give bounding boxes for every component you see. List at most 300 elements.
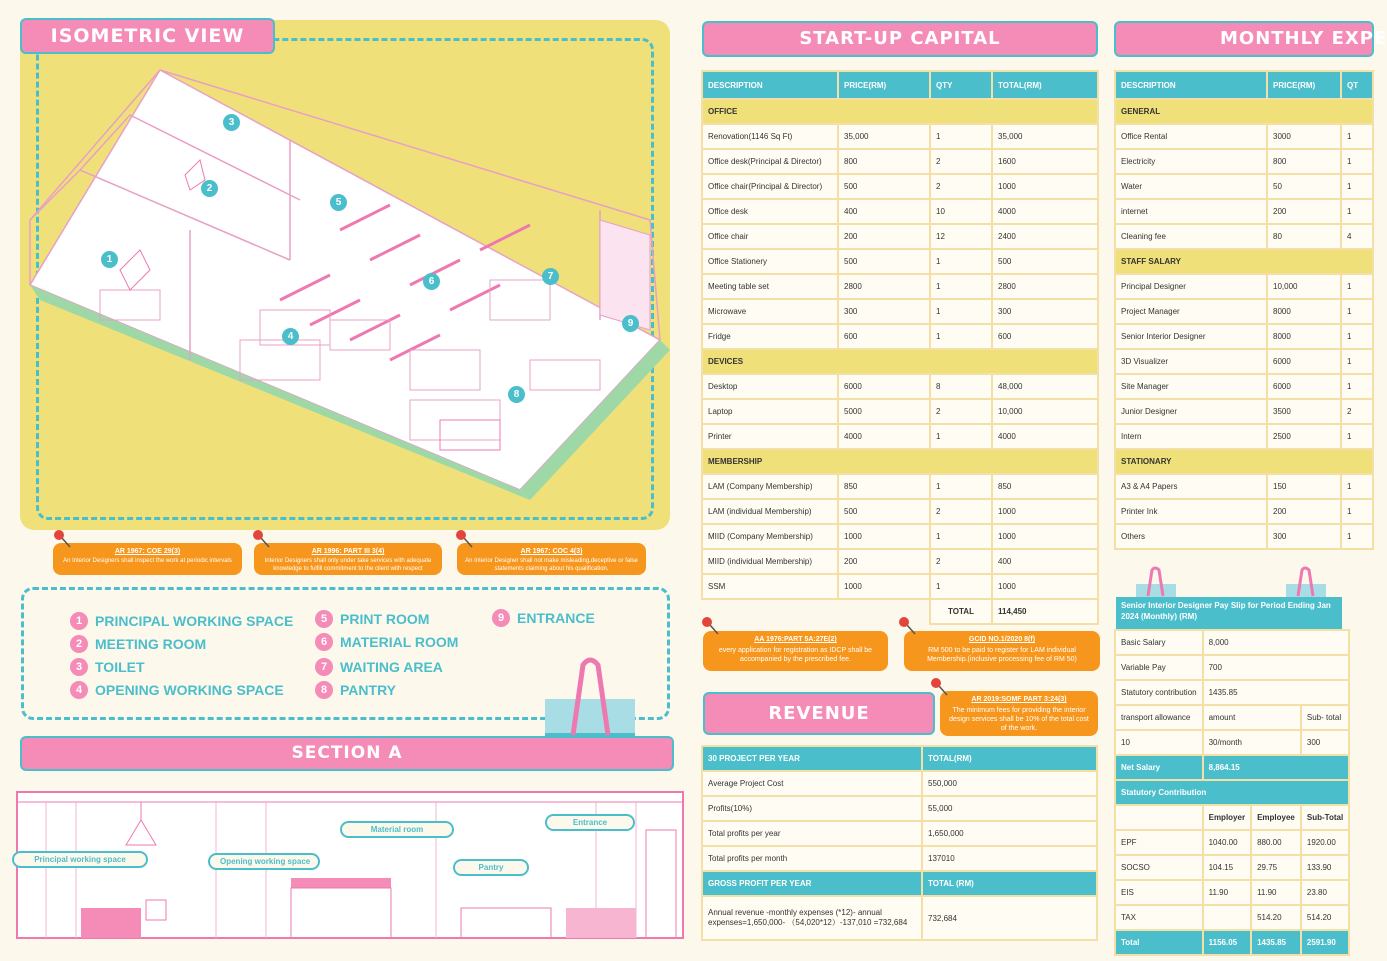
table-cell: Water <box>1115 174 1267 199</box>
legend-number: 1 <box>70 612 88 630</box>
table-cell: 400 <box>992 549 1098 574</box>
legend-number: 3 <box>70 658 88 676</box>
table-row <box>1115 730 1349 755</box>
table-cell: 1,650,000 <box>922 821 1097 846</box>
table-cell: 48,000 <box>992 374 1098 399</box>
table-row <box>702 374 1098 399</box>
table-cell: Printer <box>702 424 838 449</box>
pushpin-icon <box>897 615 917 635</box>
net-salary-row <box>1115 755 1349 780</box>
monthly-expenses-table <box>1114 70 1374 550</box>
table-cell: 1000 <box>992 499 1098 524</box>
table-row <box>1115 324 1373 349</box>
table-cell: 1 <box>930 274 992 299</box>
binder-clip-icon <box>543 655 638 745</box>
table-cell: Employer <box>1203 805 1251 830</box>
startup-capital-table <box>701 70 1099 625</box>
table-cell: 1435.85 <box>1203 680 1350 705</box>
table-cell: 8000 <box>1267 299 1341 324</box>
table-row <box>1115 880 1349 905</box>
table-cell: Renovation(1146 Sq Ft) <box>702 124 838 149</box>
table-cell <box>1115 805 1203 830</box>
table-section-row <box>702 349 1098 374</box>
note-coc-4 <box>457 543 646 575</box>
table-cell: 8000 <box>1267 324 1341 349</box>
table-cell: LAM (Company Membership) <box>702 474 838 499</box>
table-cell: 1 <box>1341 499 1373 524</box>
table-cell: STAFF SALARY <box>1115 249 1373 274</box>
table-cell: Project Manager <box>1115 299 1267 324</box>
legend-label: TOILET <box>95 659 145 675</box>
revenue-table <box>701 745 1098 941</box>
revenue-title: REVENUE <box>703 692 935 735</box>
table-row <box>1115 830 1349 855</box>
table-row <box>702 821 1097 846</box>
section-label-entrance: Entrance <box>545 814 635 831</box>
table-cell: 800 <box>838 149 930 174</box>
table-cell: LAM (individual Membership) <box>702 499 838 524</box>
table-cell: 1000 <box>992 524 1098 549</box>
table-cell: SOCSO <box>1115 855 1203 880</box>
table-row <box>702 124 1098 149</box>
legend-number: 4 <box>70 681 88 699</box>
section-label-principal: Principal working space <box>12 851 148 868</box>
table-cell: 880.00 <box>1251 830 1301 855</box>
table-cell: GENERAL <box>1115 99 1373 124</box>
monthly-expenses-title: MONTHLY EXPE <box>1114 21 1374 57</box>
table-row <box>702 274 1098 299</box>
table-cell: Junior Designer <box>1115 399 1267 424</box>
table-row <box>1115 424 1373 449</box>
table-row <box>702 524 1098 549</box>
table-cell: Sub- total <box>1301 705 1349 730</box>
iso-marker-1: 1 <box>101 251 118 268</box>
table-cell: 3000 <box>1267 124 1341 149</box>
table-cell: amount <box>1203 705 1301 730</box>
table-section-row <box>1115 780 1349 805</box>
legend-item-5 <box>315 610 429 628</box>
table-cell: internet <box>1115 199 1267 224</box>
table-cell: 1040.00 <box>1203 830 1251 855</box>
legend-item-2 <box>70 635 206 653</box>
table-row <box>1115 499 1373 524</box>
iso-marker-4: 4 <box>282 328 299 345</box>
table-header-row <box>1115 71 1373 99</box>
table-row <box>702 424 1098 449</box>
table-row <box>1115 124 1373 149</box>
pushpin-icon <box>52 528 72 548</box>
table-cell: 1 <box>930 324 992 349</box>
startup-capital-title: START-UP CAPITAL <box>702 21 1098 57</box>
table-cell: 550,000 <box>922 771 1097 796</box>
table-section-row <box>1115 99 1373 124</box>
column-header: 30 PROJECT PER YEAR <box>702 746 922 771</box>
table-row <box>1115 149 1373 174</box>
payslip-table <box>1114 629 1350 956</box>
legend-number: 9 <box>492 609 510 627</box>
table-cell: 850 <box>992 474 1098 499</box>
table-cell: 2591.90 <box>1301 930 1349 955</box>
table-section-row <box>1115 249 1373 274</box>
table-cell: 2800 <box>838 274 930 299</box>
table-row <box>1115 399 1373 424</box>
table-cell: Laptop <box>702 399 838 424</box>
note-title: AR 1967: COC 4(3) <box>520 548 583 555</box>
table-row <box>702 249 1098 274</box>
table-cell: 1 <box>930 249 992 274</box>
section-label-pantry: Pantry <box>453 859 529 876</box>
column-header: DESCRIPTION <box>1115 71 1267 99</box>
table-cell: 8,864.15 <box>1203 755 1350 780</box>
table-cell: STATIONARY <box>1115 449 1373 474</box>
table-cell: Basic Salary <box>1115 630 1203 655</box>
table-cell: Statutory contribution <box>1115 680 1203 705</box>
table-row <box>702 399 1098 424</box>
table-row <box>702 174 1098 199</box>
table-cell: 8 <box>930 374 992 399</box>
table-cell: 800 <box>1267 149 1341 174</box>
legend-item-3 <box>70 658 145 676</box>
table-header-row <box>702 871 1097 896</box>
table-cell: 2400 <box>992 224 1098 249</box>
table-cell: MIID (individual Membership) <box>702 549 838 574</box>
table-cell: Senior Interior Designer <box>1115 324 1267 349</box>
table-cell: 200 <box>838 549 930 574</box>
table-cell: Microwave <box>702 299 838 324</box>
table-cell: 500 <box>992 249 1098 274</box>
table-cell: 300 <box>838 299 930 324</box>
column-header: TOTAL(RM) <box>922 746 1097 771</box>
table-cell: 1 <box>1341 324 1373 349</box>
table-cell: 10 <box>1115 730 1203 755</box>
gross-profit-row <box>702 896 1097 940</box>
table-cell: 35,000 <box>838 124 930 149</box>
note-gcid <box>904 631 1100 671</box>
table-cell: 11.90 <box>1203 880 1251 905</box>
table-cell: 35,000 <box>992 124 1098 149</box>
binder-clip-icon <box>1136 566 1176 600</box>
note-title: AA 1976:PART 5A:27E(2) <box>754 636 837 643</box>
column-header: QTY <box>930 71 992 99</box>
table-cell: 10 <box>930 199 992 224</box>
column-header: QT <box>1341 71 1373 99</box>
table-cell: Intern <box>1115 424 1267 449</box>
note-title: AR 1967: COE 29(3) <box>114 548 181 555</box>
note-text: RM 500 to be paid to register for LAM individual Membership.(inclusive processing fee of RM 50) <box>927 647 1077 664</box>
table-cell: 1 <box>930 574 992 599</box>
table-cell: 1 <box>1341 124 1373 149</box>
section-label-opening: Opening working space <box>208 853 320 870</box>
table-cell: Variable Pay <box>1115 655 1203 680</box>
table-cell: Office Rental <box>1115 124 1267 149</box>
legend-label: PANTRY <box>340 682 396 698</box>
table-cell: 150 <box>1267 474 1341 499</box>
table-cell: 6000 <box>1267 349 1341 374</box>
legend-number: 7 <box>315 658 333 676</box>
note-part-iii <box>254 543 442 575</box>
note-text: An Interior Designers shall inspect the work at periodic intervals <box>63 558 232 565</box>
table-cell: 4000 <box>992 424 1098 449</box>
table-cell: 1 <box>1341 524 1373 549</box>
table-cell: Statutory Contribution <box>1115 780 1349 805</box>
table-cell: 200 <box>838 224 930 249</box>
table-cell: 29.75 <box>1251 855 1301 880</box>
legend-item-8 <box>315 681 396 699</box>
total-row <box>1115 930 1349 955</box>
table-cell: TOTAL <box>930 599 992 624</box>
table-cell: Meeting table set <box>702 274 838 299</box>
table-row <box>1115 705 1349 730</box>
table-cell: DEVICES <box>702 349 1098 374</box>
legend-label: MATERIAL ROOM <box>340 634 459 650</box>
note-somf <box>940 691 1098 736</box>
table-cell: A3 & A4 Papers <box>1115 474 1267 499</box>
iso-marker-5: 5 <box>330 194 347 211</box>
table-row <box>1115 199 1373 224</box>
column-header: PRICE(RM) <box>838 71 930 99</box>
table-cell: 23.80 <box>1301 880 1349 905</box>
table-cell: 600 <box>838 324 930 349</box>
table-cell: 400 <box>838 199 930 224</box>
table-cell: 2800 <box>992 274 1098 299</box>
legend-label: OPENING WORKING SPACE <box>95 682 284 698</box>
table-cell: 500 <box>838 499 930 524</box>
note-aa-1976 <box>703 631 888 671</box>
table-cell: 2 <box>1341 399 1373 424</box>
table-row <box>702 324 1098 349</box>
table-cell: 4000 <box>992 199 1098 224</box>
binder-clip-icon <box>1286 566 1326 600</box>
isometric-title: ISOMETRIC VIEW <box>20 18 275 54</box>
table-cell: 1 <box>1341 274 1373 299</box>
table-row <box>702 796 1097 821</box>
table-cell: Net Salary <box>1115 755 1203 780</box>
table-cell: Printer Ink <box>1115 499 1267 524</box>
table-cell: 1 <box>930 474 992 499</box>
iso-marker-9: 9 <box>622 315 639 332</box>
table-row <box>702 771 1097 796</box>
table-cell: 514.20 <box>1251 905 1301 930</box>
table-cell: Total profits per month <box>702 846 922 871</box>
table-cell: 4 <box>1341 224 1373 249</box>
table-row <box>1115 630 1349 655</box>
table-cell: 732,684 <box>922 896 1097 940</box>
table-cell: Total <box>1115 930 1203 955</box>
table-cell: 30/month <box>1203 730 1301 755</box>
iso-marker-2: 2 <box>201 180 218 197</box>
isometric-drawing <box>10 60 680 510</box>
table-cell: 6000 <box>1267 374 1341 399</box>
pushpin-icon <box>454 528 474 548</box>
table-row <box>702 224 1098 249</box>
table-cell: 1600 <box>992 149 1098 174</box>
note-title: GCID NO.1/2020 8(f) <box>968 636 1036 643</box>
table-cell: MIID (Company Membership) <box>702 524 838 549</box>
table-cell: 1 <box>1341 474 1373 499</box>
note-text: An Interior Designer shall not make misleading,deceptive or false statements claiming about his qualification. <box>465 558 638 572</box>
table-cell: Profits(10%) <box>702 796 922 821</box>
table-cell: 3D Visualizer <box>1115 349 1267 374</box>
table-cell: EIS <box>1115 880 1203 905</box>
table-cell: 1 <box>1341 149 1373 174</box>
table-cell: 1 <box>1341 374 1373 399</box>
table-cell: 1435.85 <box>1251 930 1301 955</box>
iso-marker-6: 6 <box>423 273 440 290</box>
table-cell: 1000 <box>992 574 1098 599</box>
table-cell: transport allowance <box>1115 705 1203 730</box>
table-cell: 11.90 <box>1251 880 1301 905</box>
table-cell: 1 <box>1341 424 1373 449</box>
table-row <box>1115 174 1373 199</box>
note-title: AR 1996: PART III 3(4) <box>311 548 385 555</box>
table-row <box>1115 274 1373 299</box>
column-header: DESCRIPTION <box>702 71 838 99</box>
table-cell: Average Project Cost <box>702 771 922 796</box>
table-cell: 1 <box>1341 349 1373 374</box>
table-header-row <box>702 71 1098 99</box>
legend-number: 5 <box>315 610 333 628</box>
table-row <box>702 199 1098 224</box>
table-cell: Electricity <box>1115 149 1267 174</box>
table-cell: Site Manager <box>1115 374 1267 399</box>
legend-item-4 <box>70 681 284 699</box>
table-cell: 300 <box>1301 730 1349 755</box>
column-header: PRICE(RM) <box>1267 71 1341 99</box>
table-row <box>702 299 1098 324</box>
table-cell: Fridge <box>702 324 838 349</box>
table-cell: 1 <box>1341 199 1373 224</box>
iso-marker-3: 3 <box>223 114 240 131</box>
table-cell: 1 <box>930 124 992 149</box>
table-cell: 55,000 <box>922 796 1097 821</box>
legend-item-6 <box>315 633 458 651</box>
table-row <box>1115 374 1373 399</box>
legend-item-1 <box>70 612 293 630</box>
table-cell: 6000 <box>838 374 930 399</box>
table-cell: 2500 <box>1267 424 1341 449</box>
table-cell: 200 <box>1267 499 1341 524</box>
table-cell: MEMBERSHIP <box>702 449 1098 474</box>
table-cell: Annual revenue -monthly expenses (*12)- annual expenses=1,650,000- （54,020*12）-137,010 =732,684 <box>702 896 922 940</box>
table-cell: 3500 <box>1267 399 1341 424</box>
table-cell: 133.90 <box>1301 855 1349 880</box>
note-title: AR 2019:SOMF PART 3:24(3) <box>971 696 1067 703</box>
table-cell: 2 <box>930 499 992 524</box>
legend-label: WAITING AREA <box>340 659 443 675</box>
legend-label: MEETING ROOM <box>95 636 207 652</box>
legend-label: ENTRANCE <box>517 610 595 626</box>
table-cell: Desktop <box>702 374 838 399</box>
table-cell: 1156.05 <box>1203 930 1251 955</box>
table-cell: 10,000 <box>992 399 1098 424</box>
table-row <box>1115 299 1373 324</box>
table-cell: Sub-Total <box>1301 805 1349 830</box>
table-cell: 700 <box>1203 655 1350 680</box>
table-cell: 5000 <box>838 399 930 424</box>
note-text: The minimum fees for providing the interior design services shall be 10% of the total cost of the work. <box>949 707 1089 733</box>
table-cell: Office chair(Principal & Director) <box>702 174 838 199</box>
table-cell: 850 <box>838 474 930 499</box>
table-cell: 114,450 <box>992 599 1098 624</box>
legend-number: 2 <box>70 635 88 653</box>
table-cell: 1 <box>930 424 992 449</box>
table-row <box>702 474 1098 499</box>
table-header-row <box>702 746 1097 771</box>
table-cell: 2 <box>930 399 992 424</box>
table-cell: 10,000 <box>1267 274 1341 299</box>
table-cell: EPF <box>1115 830 1203 855</box>
table-cell: 1 <box>1341 174 1373 199</box>
table-cell <box>702 599 838 624</box>
table-row <box>1115 474 1373 499</box>
note-text: every application for registration as IDCP shall be accompanied by the prescribed fee. <box>718 647 873 664</box>
section-a-title: SECTION A <box>20 736 674 771</box>
table-cell: 104.15 <box>1203 855 1251 880</box>
pushpin-icon <box>251 528 271 548</box>
pushpin-icon <box>700 615 720 635</box>
table-cell: 2 <box>930 174 992 199</box>
payslip-title: Senior Interior Designer Pay Slip for Period Ending Jan 2024 (Monthly) (RM) <box>1116 597 1342 629</box>
table-row <box>702 499 1098 524</box>
table-section-row <box>702 99 1098 124</box>
legend-item-9 <box>492 609 595 627</box>
table-cell: 2 <box>930 549 992 574</box>
legend-item-7 <box>315 658 443 676</box>
iso-marker-7: 7 <box>542 268 559 285</box>
table-cell: OFFICE <box>702 99 1098 124</box>
table-row <box>1115 224 1373 249</box>
table-cell: 1920.00 <box>1301 830 1349 855</box>
table-section-row <box>1115 449 1373 474</box>
table-cell: GROSS PROFIT PER YEAR <box>702 871 922 896</box>
legend-label: PRINT ROOM <box>340 611 430 627</box>
table-cell: 80 <box>1267 224 1341 249</box>
table-cell: 500 <box>838 249 930 274</box>
table-cell: 500 <box>838 174 930 199</box>
table-cell: SSM <box>702 574 838 599</box>
table-row <box>1115 905 1349 930</box>
note-coe-29 <box>53 543 242 575</box>
table-row <box>702 549 1098 574</box>
table-cell: Employee <box>1251 805 1301 830</box>
table-header-row <box>1115 805 1349 830</box>
table-cell: 1000 <box>838 524 930 549</box>
table-cell: 12 <box>930 224 992 249</box>
table-cell <box>1203 905 1251 930</box>
table-cell: Others <box>1115 524 1267 549</box>
table-cell: 8,000 <box>1203 630 1350 655</box>
table-row <box>702 846 1097 871</box>
note-text: Interior Designers shall only under take services with adequate knowledge to fulfill commitment to the client with respect <box>264 558 432 572</box>
iso-marker-8: 8 <box>508 386 525 403</box>
table-cell: Office chair <box>702 224 838 249</box>
table-cell: 50 <box>1267 174 1341 199</box>
table-cell: 514.20 <box>1301 905 1349 930</box>
table-row <box>702 574 1098 599</box>
table-cell: TAX <box>1115 905 1203 930</box>
table-row <box>1115 680 1349 705</box>
table-cell: 1000 <box>992 174 1098 199</box>
table-cell: Total profits per year <box>702 821 922 846</box>
legend-label: PRINCIPAL WORKING SPACE <box>95 613 294 629</box>
table-cell: 137010 <box>922 846 1097 871</box>
table-cell: Principal Designer <box>1115 274 1267 299</box>
table-cell: 200 <box>1267 199 1341 224</box>
legend-number: 8 <box>315 681 333 699</box>
table-cell: Office desk <box>702 199 838 224</box>
table-cell: 1000 <box>838 574 930 599</box>
table-cell: 1 <box>930 299 992 324</box>
